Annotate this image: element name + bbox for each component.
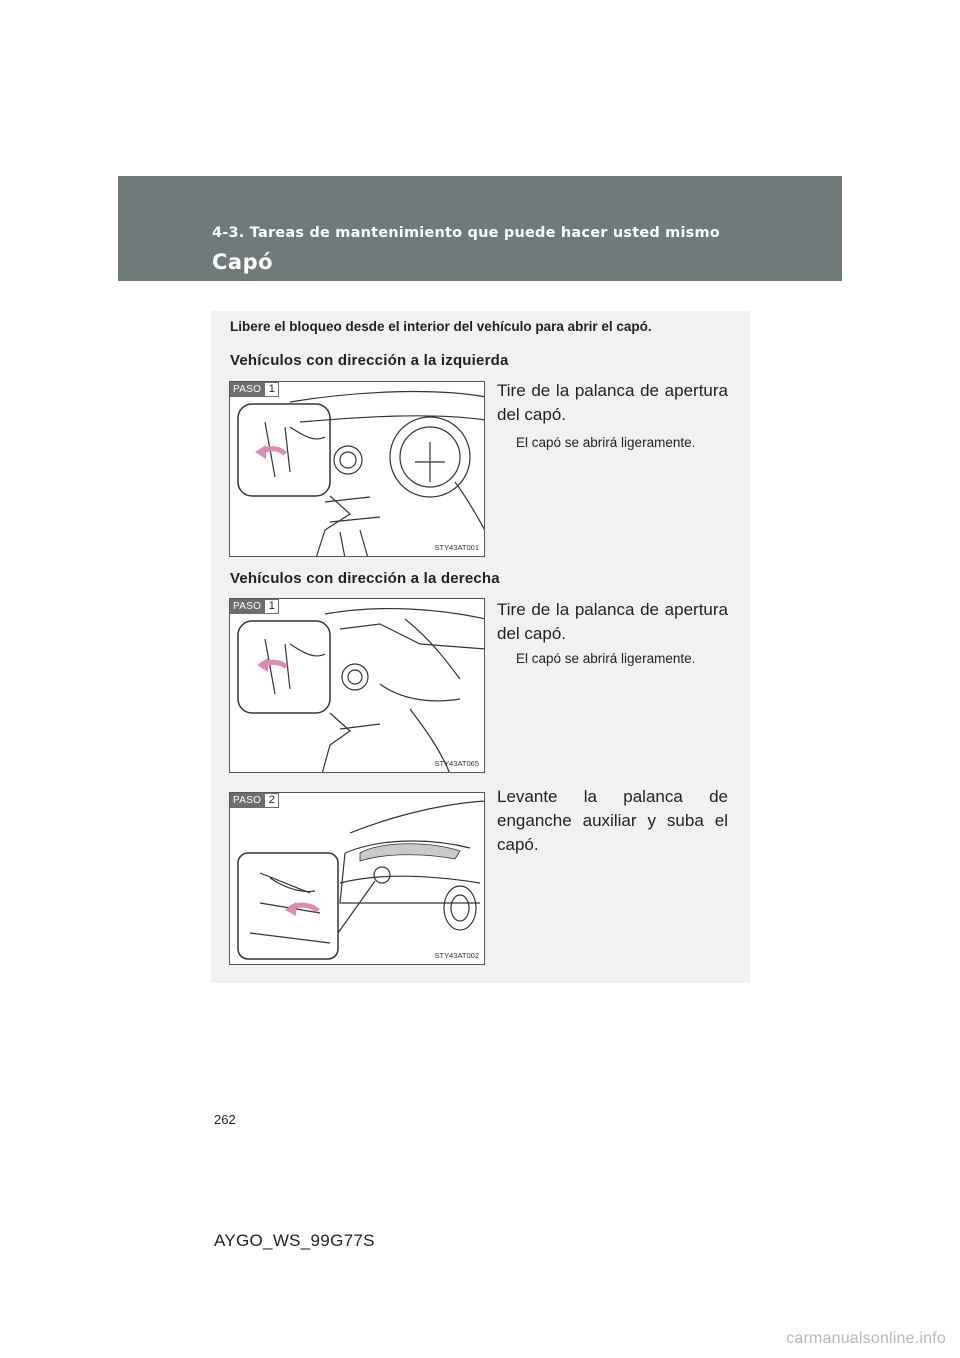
step-badge (230, 382, 279, 397)
left-hand-heading: Vehículos con dirección a la izquierda (230, 352, 509, 369)
watermark: carmanualsonline.info (786, 1330, 946, 1347)
step-badge (230, 599, 279, 614)
dashboard-lever-drawing-rhd (230, 599, 485, 773)
left-hand-step-instruction: Tire de la palanca de apertura del capó. (497, 381, 728, 424)
image-code: STY43AT001 (434, 543, 479, 552)
step-badge-number: 2 (264, 793, 279, 808)
page-title: Capó (212, 250, 274, 274)
step-badge (230, 793, 279, 808)
right-hand-heading: Vehículos con dirección a la derecha (230, 570, 500, 587)
image-code: STY43AT065 (434, 759, 479, 768)
left-hand-step-note: El capó se abrirá ligeramente. (516, 435, 696, 450)
intro-text: Libere el bloqueo desde el interior del vehículo para abrir el capó. (230, 319, 652, 334)
step2-instruction: Levante la palanca de enganche auxiliar y suba el capó. (497, 787, 728, 854)
document-code: AYGO_WS_99G77S (214, 1231, 375, 1250)
step-badge-label: PASO (230, 599, 264, 614)
step-badge-label: PASO (230, 382, 264, 397)
section-title: 4-3. Tareas de mantenimiento que puede hacer usted mismo (212, 225, 720, 241)
step-badge-number: 1 (264, 599, 279, 614)
step-badge-number: 1 (264, 382, 279, 397)
step-badge-label: PASO (230, 793, 264, 808)
page-number: 262 (214, 1112, 236, 1127)
right-hand-step-instruction: Tire de la palanca de apertura del capó. (497, 600, 728, 643)
dashboard-lever-drawing-lhd (230, 382, 485, 557)
right-hand-step-note: El capó se abrirá ligeramente. (516, 651, 696, 666)
illustration-left-hand-lever (229, 381, 485, 557)
illustration-hood-latch (229, 792, 485, 965)
section-header (118, 176, 842, 281)
hood-latch-drawing (230, 793, 485, 965)
illustration-right-hand-lever (229, 598, 485, 773)
image-code: STY43AT002 (434, 951, 479, 960)
